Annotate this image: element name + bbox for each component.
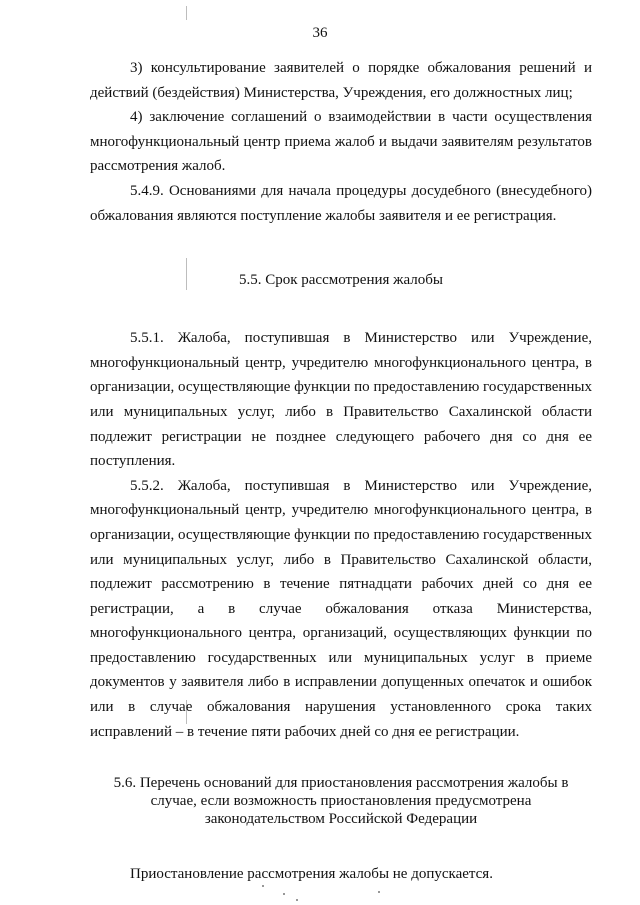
page-number: 36: [312, 25, 328, 41]
paragraph-suspension: Приостановление рассмотрения жалобы не допускается.: [130, 866, 493, 883]
scan-artifact: [186, 6, 187, 20]
section-heading-5-6-line-3: законодательством Российской Федерации: [204, 811, 478, 828]
paragraph-5-5-2: 5.5.2. Жалоба, поступившая в Министерство или Учреждение, многофункциональный центр, учредителю многофункционального центра, в организации, осуществляющие функции по предоставлению государственных или муниципальных услуг, либо в Правительство Сахалинской области, подлежит рассмотрению в течение пятнадцати рабочих дней со дня ее регистрации, а в случае обжалования отказа Министерства, многофункционального центра, организаций, осуществляющих функции по предоставлению государственных или муниципальных услуг в приеме документов у заявителя либо в исправлении допущенных опечаток и ошибок или в случае обжалования нарушения установленного срока таких исправлений – в течение пяти рабочих дней со дня ее регистрации.: [90, 477, 592, 740]
section-heading-5-6-line-1: 5.6. Перечень оснований для приостановления рассмотрения жалобы в: [113, 775, 569, 792]
paragraph-item-3: 3) консультирование заявителей о порядке обжалования решений и действий (бездействия) Министерства, Учреждения, его должностных лиц;: [90, 60, 592, 101]
document-body: [90, 56, 592, 887]
scan-artifact: [296, 899, 298, 901]
paragraph-5-4-9: 5.4.9. Основаниями для начала процедуры досудебного (внесудебного) обжалования являются поступление жалобы заявителя и ее регистрация.: [90, 182, 592, 224]
section-heading-5-6-line-2: случае, если возможность приостановления предусмотрена: [150, 793, 532, 810]
scan-artifact: [378, 891, 380, 893]
paragraph-5-5-1: 5.5.1. Жалоба, поступившая в Министерство или Учреждение, многофункциональный центр, учредителю многофункционального центра, в организации, осуществляющие функции по предоставлению государственных или муниципальных услуг, либо в Правительство Сахалинской области подлежит регистрации не позднее следующего рабочего дня со дня ее поступления.: [90, 330, 592, 470]
paragraph-item-4: 4) заключение соглашений о взаимодействии в части осуществления многофункциональный центр приема жалоб и выдачи заявителям результатов рассмотрения жалоб.: [90, 109, 592, 175]
section-heading-5-6: [90, 774, 592, 828]
scan-artifact: [283, 893, 285, 895]
section-heading-5-5: 5.5. Срок рассмотрения жалобы: [238, 272, 443, 289]
